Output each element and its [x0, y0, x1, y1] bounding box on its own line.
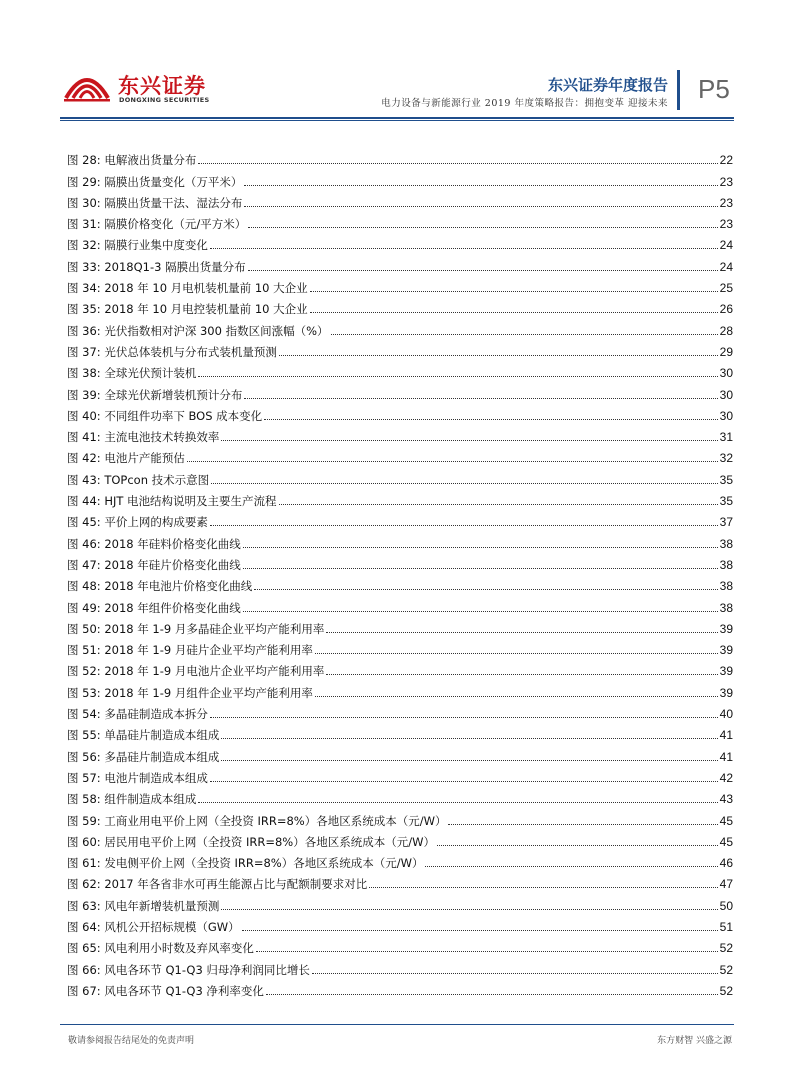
- toc-entry[interactable]: [67, 210, 733, 231]
- toc-entry-label: 图 29: 隔膜出货量变化（万平米）: [67, 174, 243, 189]
- toc-entry-page: 22: [719, 153, 733, 168]
- toc-entry-label: 图 56: 多晶硅片制造成本组成: [67, 749, 220, 764]
- toc-entry-page: 38: [719, 600, 733, 615]
- toc-leader-dots: [198, 801, 717, 803]
- toc-entry[interactable]: [67, 977, 733, 998]
- toc-leader-dots: [326, 673, 717, 675]
- toc-entry-page: 43: [719, 792, 733, 807]
- toc-entry[interactable]: [67, 551, 733, 572]
- toc-entry-page: 23: [719, 217, 733, 232]
- toc-entry-page: 38: [719, 557, 733, 572]
- toc-entry-page: 47: [719, 877, 733, 892]
- toc-entry-page: 28: [719, 323, 733, 338]
- toc-entry-label: 图 33: 2018Q1-3 隔膜出货量分布: [67, 259, 246, 274]
- toc-entry-page: 45: [719, 813, 733, 828]
- toc-entry-label: 图 54: 多晶硅制造成本拆分: [67, 707, 208, 722]
- toc-entry-label: 图 40: 不同组件功率下 BOS 成本变化: [67, 408, 263, 423]
- toc-entry-label: 图 39: 全球光伏新增装机预计分布: [67, 387, 243, 402]
- toc-entry-page: 24: [719, 238, 733, 253]
- toc-entry-page: 31: [719, 430, 733, 445]
- toc-leader-dots: [448, 823, 717, 825]
- toc-leader-dots: [243, 567, 718, 569]
- toc-entry-page: 38: [719, 536, 733, 551]
- toc-entry[interactable]: [67, 828, 733, 849]
- toc-leader-dots: [221, 439, 717, 441]
- toc-leader-dots: [264, 418, 717, 420]
- toc-leader-dots: [279, 503, 718, 505]
- toc-entry-page: 26: [719, 302, 733, 317]
- toc-leader-dots: [369, 886, 717, 888]
- toc-entry-label: 图 57: 电池片制造成本组成: [67, 770, 208, 785]
- toc-leader-dots: [244, 184, 717, 186]
- toc-entry-page: 38: [719, 579, 733, 594]
- toc-entry-label: 图 28: 电解液出货量分布: [67, 153, 197, 168]
- toc-entry[interactable]: [67, 955, 733, 976]
- toc-leader-dots: [210, 780, 718, 782]
- toc-entry-label: 图 42: 电池片产能预估: [67, 451, 185, 466]
- toc-entry-page: 35: [719, 472, 733, 487]
- toc-entry[interactable]: [67, 529, 733, 550]
- toc-entry-page: 25: [719, 281, 733, 296]
- header-rule: [60, 117, 734, 119]
- toc-entry-label: 图 59: 工商业用电平价上网（全投资 IRR=8%）各地区系统成本（元/W）: [67, 813, 447, 828]
- toc-entry[interactable]: [67, 465, 733, 486]
- header-divider: [677, 70, 680, 110]
- toc-leader-dots: [221, 908, 717, 910]
- toc-leader-dots: [244, 397, 717, 399]
- toc-entry-label: 图 31: 隔膜价格变化（元/平方米）: [67, 217, 247, 232]
- toc-leader-dots: [248, 226, 717, 228]
- toc-entry[interactable]: [67, 891, 733, 912]
- toc-entry-label: 图 58: 组件制造成本组成: [67, 792, 197, 807]
- report-subtitle: 电力设备与新能源行业 2019 年度策略报告：拥抱变革 迎接未来: [381, 98, 668, 109]
- report-title: 东兴证券年度报告: [547, 76, 668, 94]
- toc-leader-dots: [315, 652, 718, 654]
- toc-entry-page: 42: [719, 770, 733, 785]
- toc-leader-dots: [256, 950, 718, 952]
- toc-entry[interactable]: [67, 615, 733, 636]
- toc-entry[interactable]: [67, 252, 733, 273]
- toc-entry[interactable]: [67, 338, 733, 359]
- toc-entry[interactable]: [67, 274, 733, 295]
- toc-leader-dots: [310, 290, 718, 292]
- toc-leader-dots: [315, 695, 718, 697]
- toc-entry-label: 图 62: 2017 年各省非水可再生能源占比与配额制要求对比: [67, 877, 368, 892]
- toc-leader-dots: [331, 333, 718, 335]
- toc-leader-dots: [326, 631, 717, 633]
- toc-entry[interactable]: [67, 806, 733, 827]
- toc-entry-label: 图 55: 单晶硅片制造成本组成: [67, 728, 220, 743]
- toc-entry-page: 30: [719, 366, 733, 381]
- toc-entry[interactable]: [67, 231, 733, 252]
- toc-entry-label: 图 53: 2018 年 1-9 月组件企业平均产能利用率: [67, 685, 313, 700]
- figure-list: [67, 146, 733, 998]
- toc-entry-page: 52: [719, 962, 733, 977]
- toc-leader-dots: [210, 247, 718, 249]
- toc-leader-dots: [242, 929, 718, 931]
- toc-entry[interactable]: [67, 380, 733, 401]
- toc-leader-dots: [279, 354, 718, 356]
- toc-leader-dots: [312, 972, 718, 974]
- toc-leader-dots: [210, 524, 718, 526]
- toc-leader-dots: [198, 162, 717, 164]
- toc-entry-page: 29: [719, 344, 733, 359]
- toc-entry-label: 图 49: 2018 年组件价格变化曲线: [67, 600, 241, 615]
- toc-entry-page: 24: [719, 259, 733, 274]
- toc-leader-dots: [211, 482, 718, 484]
- toc-entry[interactable]: [67, 508, 733, 529]
- toc-entry[interactable]: [67, 870, 733, 891]
- toc-entry-label: 图 35: 2018 年 10 月电控装机量前 10 大企业: [67, 302, 308, 317]
- disclaimer-note: 敬请参阅报告结尾处的免责声明: [68, 1036, 195, 1046]
- toc-entry[interactable]: [67, 934, 733, 955]
- toc-entry-label: 图 60: 居民用电平价上网（全投资 IRR=8%）各地区系统成本（元/W）: [67, 834, 435, 849]
- toc-entry[interactable]: [67, 913, 733, 934]
- toc-entry-label: 图 44: HJT 电池结构说明及主要生产流程: [67, 494, 277, 509]
- toc-entry-page: 39: [719, 643, 733, 658]
- toc-entry-label: 图 37: 光伏总体装机与分布式装机量预测: [67, 344, 277, 359]
- toc-leader-dots: [437, 844, 718, 846]
- toc-entry[interactable]: [67, 700, 733, 721]
- company-name-en: DONGXING SECURITIES: [119, 96, 210, 104]
- company-logo-icon: [62, 68, 112, 108]
- toc-entry-label: 图 38: 全球光伏预计装机: [67, 366, 197, 381]
- toc-leader-dots: [310, 311, 718, 313]
- toc-entry-label: 图 65: 风电利用小时数及弃风率变化: [67, 941, 254, 956]
- toc-entry-label: 图 43: TOPcon 技术示意图: [67, 472, 210, 487]
- toc-entry[interactable]: [67, 742, 733, 763]
- toc-entry-label: 图 46: 2018 年硅料价格变化曲线: [67, 536, 241, 551]
- toc-entry[interactable]: [67, 444, 733, 465]
- toc-leader-dots: [248, 269, 718, 271]
- toc-entry[interactable]: [67, 167, 733, 188]
- toc-entry-page: 40: [719, 707, 733, 722]
- toc-entry-page: 46: [719, 856, 733, 871]
- toc-entry-label: 图 48: 2018 年电池片价格变化曲线: [67, 579, 253, 594]
- toc-leader-dots: [244, 205, 717, 207]
- toc-entry-page: 39: [719, 621, 733, 636]
- toc-entry-page: 41: [719, 749, 733, 764]
- toc-entry-label: 图 63: 风电年新增装机量预测: [67, 898, 220, 913]
- company-name-cn: 东兴证券: [118, 74, 206, 98]
- toc-entry[interactable]: [67, 593, 733, 614]
- toc-entry-label: 图 34: 2018 年 10 月电机装机量前 10 大企业: [67, 281, 308, 296]
- header-rule-thin: [60, 120, 734, 121]
- toc-entry-page: 41: [719, 728, 733, 743]
- toc-entry[interactable]: [67, 785, 733, 806]
- toc-entry-label: 图 32: 隔膜行业集中度变化: [67, 238, 208, 253]
- toc-entry[interactable]: [67, 487, 733, 508]
- toc-entry-page: 30: [719, 387, 733, 402]
- toc-entry-page: 52: [719, 983, 733, 998]
- toc-entry[interactable]: [67, 146, 733, 167]
- toc-entry[interactable]: [67, 295, 733, 316]
- toc-entry[interactable]: [67, 572, 733, 593]
- toc-entry[interactable]: [67, 316, 733, 337]
- toc-entry-label: 图 67: 风电各环节 Q1-Q3 净利率变化: [67, 983, 264, 998]
- toc-leader-dots: [198, 375, 717, 377]
- toc-leader-dots: [210, 716, 718, 718]
- toc-entry-label: 图 52: 2018 年 1-9 月电池片企业平均产能利用率: [67, 664, 325, 679]
- toc-entry[interactable]: [67, 423, 733, 444]
- toc-entry[interactable]: [67, 402, 733, 423]
- toc-entry-page: 32: [719, 451, 733, 466]
- toc-entry-label: 图 36: 光伏指数相对沪深 300 指数区间涨幅（%）: [67, 323, 329, 338]
- toc-entry-page: 45: [719, 834, 733, 849]
- page-header: [0, 0, 800, 125]
- toc-entry-label: 图 51: 2018 年 1-9 月硅片企业平均产能利用率: [67, 643, 313, 658]
- toc-leader-dots: [243, 610, 718, 612]
- toc-entry-page: 51: [719, 919, 733, 934]
- toc-leader-dots: [187, 460, 718, 462]
- toc-leader-dots: [243, 546, 718, 548]
- toc-entry-label: 图 61: 发电侧平价上网（全投资 IRR=8%）各地区系统成本（元/W）: [67, 856, 424, 871]
- toc-entry-page: 23: [719, 195, 733, 210]
- toc-entry[interactable]: [67, 764, 733, 785]
- toc-entry[interactable]: [67, 657, 733, 678]
- toc-entry-page: 37: [719, 515, 733, 530]
- toc-entry-page: 35: [719, 494, 733, 509]
- toc-entry[interactable]: [67, 359, 733, 380]
- toc-entry[interactable]: [67, 189, 733, 210]
- toc-entry-label: 图 41: 主流电池技术转换效率: [67, 430, 220, 445]
- footer-slogan: 东方财智 兴盛之源: [657, 1036, 732, 1046]
- company-logo: [62, 68, 242, 108]
- toc-entry-page: 50: [719, 898, 733, 913]
- toc-entry-label: 图 50: 2018 年 1-9 月多晶硅企业平均产能利用率: [67, 621, 325, 636]
- toc-entry-page: 23: [719, 174, 733, 189]
- toc-entry-page: 30: [719, 408, 733, 423]
- toc-entry-label: 图 47: 2018 年硅片价格变化曲线: [67, 557, 241, 572]
- toc-leader-dots: [266, 993, 718, 995]
- toc-entry[interactable]: [67, 721, 733, 742]
- toc-entry[interactable]: [67, 678, 733, 699]
- toc-leader-dots: [221, 737, 717, 739]
- toc-leader-dots: [425, 865, 717, 867]
- toc-entry[interactable]: [67, 636, 733, 657]
- toc-entry-label: 图 45: 平价上网的构成要素: [67, 515, 208, 530]
- toc-entry-page: 39: [719, 685, 733, 700]
- toc-entry[interactable]: [67, 849, 733, 870]
- page-number: P5: [698, 74, 730, 104]
- toc-entry-label: 图 30: 隔膜出货量干法、湿法分布: [67, 195, 243, 210]
- toc-entry-label: 图 66: 风电各环节 Q1-Q3 归母净利润同比增长: [67, 962, 310, 977]
- toc-leader-dots: [254, 588, 717, 590]
- footer-rule: [60, 1024, 734, 1025]
- toc-leader-dots: [221, 759, 717, 761]
- toc-entry-label: 图 64: 风机公开招标规模（GW）: [67, 919, 240, 934]
- toc-entry-page: 52: [719, 941, 733, 956]
- toc-entry-page: 39: [719, 664, 733, 679]
